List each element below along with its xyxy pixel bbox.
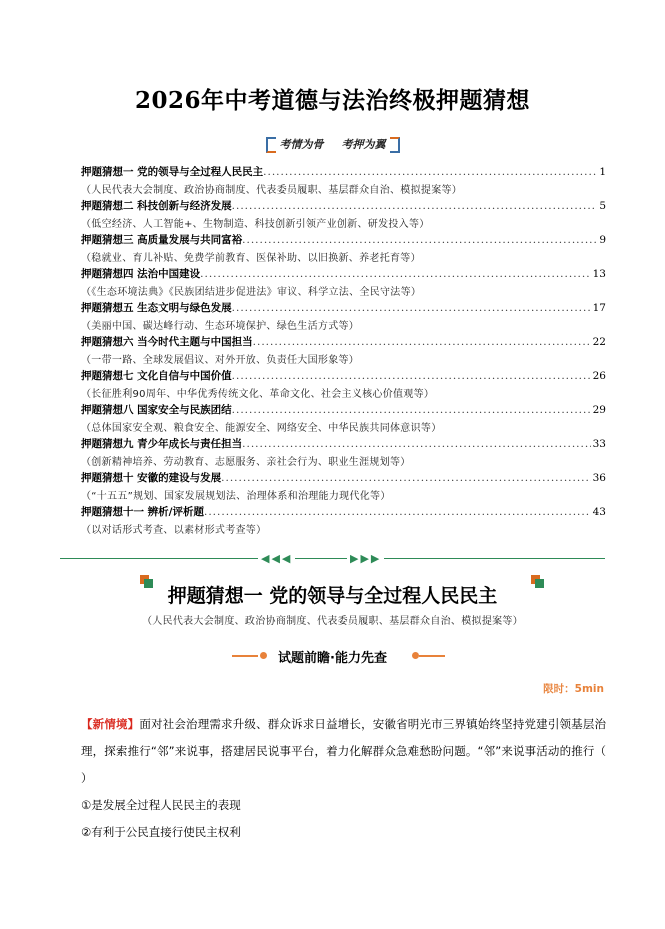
section-title: 押题猜想一 党的领导与全过程人民民主 <box>167 585 498 607</box>
toc-entry[interactable] <box>81 164 606 181</box>
question-stem <box>81 711 606 792</box>
question-text: 面对社会治理需求升级、群众诉求日益增长，安徽省明光市三界镇始终坚持党建引领基层治理，探索推行“邻”来说事，搭建居民说事平台，着力化解群众急难愁盼问题。“邻”来说事活动的推行（ ） <box>81 717 607 785</box>
toc-page: 33 <box>592 438 606 450</box>
toc-description: （创新精神培养、劳动教育、志愿服务、亲社会行为、职业生涯规划等） <box>81 457 411 468</box>
page-title: 2026年中考道德与法治终极押题猜想 <box>134 87 530 114</box>
toc-label: 押题猜想八 国家安全与民族团结 <box>81 404 232 416</box>
toc-page: 1 <box>599 166 606 178</box>
toc-entry[interactable] <box>81 266 606 283</box>
toc-description: （“十五五”规划、国家发展规划法、治理体系和治理能力现代化等） <box>81 491 391 502</box>
toc-entry[interactable] <box>81 402 606 419</box>
toc-label: 押题猜想五 生态文明与绿色发展 <box>81 302 232 314</box>
toc-entry[interactable] <box>81 504 606 521</box>
toc-description: （《生态环境法典》《民族团结进步促进法》审议、科学立法、全民守法等） <box>81 287 422 298</box>
bracket-right-icon <box>390 137 400 153</box>
toc-description: （以对话形式考查、以素材形式考查等） <box>81 525 267 536</box>
toc-label: 押题猜想九 青少年成长与责任担当 <box>81 438 243 450</box>
subtitle-left: 考情为骨 <box>279 138 324 151</box>
toc-entry[interactable] <box>81 300 606 317</box>
option-item[interactable]: ①是发展全过程人民民主的表现 <box>81 798 241 812</box>
toc-entry[interactable] <box>81 470 606 487</box>
toc-page: 43 <box>592 506 606 518</box>
toc-description: （低空经济、人工智能+、生物制造、科技创新引领产业创新、研发投入等） <box>81 219 430 230</box>
toc-label: 押题猜想十 安徽的建设与发展 <box>81 472 222 484</box>
toc-entry[interactable] <box>81 198 606 215</box>
band-line-right <box>419 655 445 657</box>
toc-entry[interactable] <box>81 334 606 351</box>
section-subtitle: （人民代表大会制度、政治协商制度、代表委员履职、基层群众自治、模拟提案等） <box>141 616 524 627</box>
toc-entry[interactable] <box>81 232 606 249</box>
arrows-left-icon: ◀◀◀ <box>258 552 295 565</box>
toc-entry[interactable] <box>81 368 606 385</box>
toc-entry[interactable] <box>81 436 606 453</box>
toc-label: 押题猜想六 当今时代主题与中国担当 <box>81 336 253 348</box>
band-dot-right-icon <box>412 652 419 659</box>
table-of-contents <box>81 164 606 538</box>
toc-description: （稳就业、育儿补贴、免费学前教育、医保补助、以旧换新、养老托育等） <box>81 253 421 264</box>
toc-label: 押题猜想三 高质量发展与共同富裕 <box>81 234 243 246</box>
toc-description: （长征胜利90周年、中华优秀传统文化、革命文化、社会主义核心价值观等） <box>81 389 435 400</box>
toc-label: 押题猜想七 文化自信与中国价值 <box>81 370 232 382</box>
toc-page: 29 <box>592 404 606 416</box>
toc-page: 22 <box>592 336 606 348</box>
toc-description: （美丽中国、碳达峰行动、生态环境保护、绿色生活方式等） <box>81 321 360 332</box>
toc-description: （总体国家安全观、粮食安全、能源安全、网络安全、中华民族共同体意识等） <box>81 423 442 434</box>
time-limit: 限时：5min <box>543 683 604 695</box>
toc-label: 押题猜想二 科技创新与经济发展 <box>81 200 232 212</box>
question-tag: 【新情境】 <box>81 717 140 731</box>
section-divider <box>60 558 605 559</box>
toc-page: 9 <box>599 234 606 246</box>
bracket-left-icon <box>266 137 276 153</box>
toc-page: 5 <box>599 200 606 212</box>
toc-label: 押题猜想一 党的领导与全过程人民民主 <box>81 166 264 178</box>
toc-page: 26 <box>592 370 606 382</box>
arrows-right-icon: ▶▶▶ <box>347 552 384 565</box>
toc-label: 押题猜想十一 辨析/评析题 <box>81 506 204 518</box>
toc-page: 36 <box>592 472 606 484</box>
option-item[interactable]: ②有利于公民直接行使民主权利 <box>81 825 241 839</box>
section-band: 试题前瞻·能力先查 <box>278 651 387 666</box>
toc-description: （人民代表大会制度、政治协商制度、代表委员履职、基层群众自治、模拟提案等） <box>81 185 463 196</box>
subtitle <box>0 136 665 153</box>
subtitle-right: 考押为翼 <box>341 138 386 151</box>
toc-page: 17 <box>592 302 606 314</box>
toc-label: 押题猜想四 法治中国建设 <box>81 268 201 280</box>
toc-page: 13 <box>592 268 606 280</box>
toc-description: （一带一路、全球发展倡议、对外开放、负责任大国形象等） <box>81 355 360 366</box>
